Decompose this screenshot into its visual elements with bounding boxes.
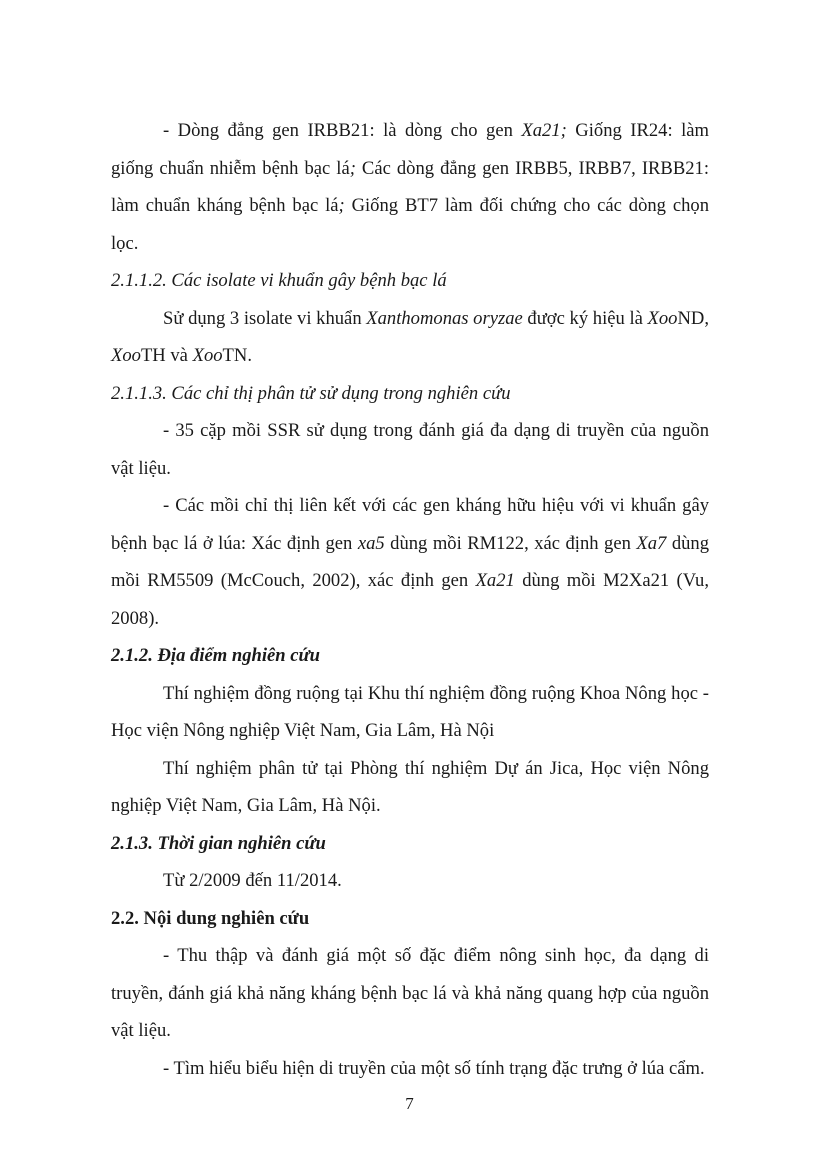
text-run: ND, <box>677 307 709 329</box>
species-abbr: Xoo <box>111 345 141 366</box>
gene-name: Xa21 <box>475 570 515 591</box>
gene-name: Xa7 <box>636 532 667 554</box>
paragraph-linked-markers <box>111 487 709 637</box>
text-run: Giống BT7 làm đối chứng cho các dòng chọn lọc. <box>111 195 709 254</box>
text-run: Giống IR24: làm giống chuẩn nhiễm bệnh bạc lá <box>111 120 709 179</box>
paragraph-time: Từ 2/2009 đến 11/2014. <box>163 870 342 891</box>
text-run: dùng mồi M2Xa21 (Vu, 2008). <box>111 570 709 629</box>
paragraph-isogenic-lines <box>111 112 709 262</box>
page-number: 7 <box>405 1094 414 1113</box>
heading-time: 2.1.3. Thời gian nghiên cứu <box>111 832 326 854</box>
subheading-markers: 2.1.1.3. Các chỉ thị phân tử sử dụng trong nghiên cứu <box>111 382 511 404</box>
text-run: Sử dụng 3 isolate vi khuẩn <box>163 307 367 329</box>
subheading-isolates: 2.1.1.2. Các isolate vi khuẩn gây bệnh bạc lá <box>111 270 447 291</box>
species-abbr: Xoo <box>647 307 678 329</box>
text-run: TN. <box>222 345 252 366</box>
gene-name: xa5 <box>357 532 385 554</box>
text-run: dùng mồi RM122, xác định gen <box>384 532 637 554</box>
text-run: ; <box>338 195 345 216</box>
paragraph-ssr-primers: - 35 cặp mồi SSR sử dụng trong đánh giá đa dạng di truyền của nguồn vật liệu. <box>111 420 709 479</box>
text-run: được ký hiệu là <box>522 307 648 329</box>
text-run: TH và <box>140 345 193 366</box>
document-body <box>111 112 709 1087</box>
heading-content: 2.2. Nội dung nghiên cứu <box>111 907 310 929</box>
text-run: ; <box>349 157 356 179</box>
paragraph-isolates <box>111 300 709 375</box>
gene-name: Xa21; <box>521 120 567 141</box>
paragraph-lab-location: Thí nghiệm phân tử tại Phòng thí nghiệm Dự án Jica, Học viện Nông nghiệp Việt Nam, Gia Lâm, Hà Nội. <box>111 757 709 816</box>
text-run: dùng mồi RM5509 (McCouch, 2002), xác định gen <box>111 532 710 591</box>
text-run: Các dòng đẳng gen IRBB5, IRBB7, IRBB21: làm chuẩn kháng bệnh bạc lá <box>111 157 709 216</box>
paragraph-content-1: - Thu thập và đánh giá một số đặc điểm nông sinh học, đa dạng di truyền, đánh giá khả năng kháng bệnh bạc lá và khả năng quang hợp của nguồn vật liệu. <box>111 945 709 1041</box>
paragraph-content-2: - Tìm hiểu biểu hiện di truyền của một số tính trạng đặc trưng ở lúa cẩm. <box>163 1057 705 1079</box>
heading-location: 2.1.2. Địa điểm nghiên cứu <box>111 645 320 666</box>
species-abbr: Xoo <box>192 345 223 366</box>
paragraph-field-location: Thí nghiệm đồng ruộng tại Khu thí nghiệm đồng ruộng Khoa Nông học - Học viện Nông nghiệp Việt Nam, Gia Lâm, Hà Nội <box>111 682 709 741</box>
text-run: - Dòng đẳng gen IRBB21: là dòng cho gen <box>163 120 522 141</box>
species-name: Xanthomonas oryzae <box>366 307 523 329</box>
text-run: - Các mồi chỉ thị liên kết với các gen kháng hữu hiệu với vi khuẩn gây bệnh bạc lá ở lúa: Xác định gen <box>111 495 709 554</box>
